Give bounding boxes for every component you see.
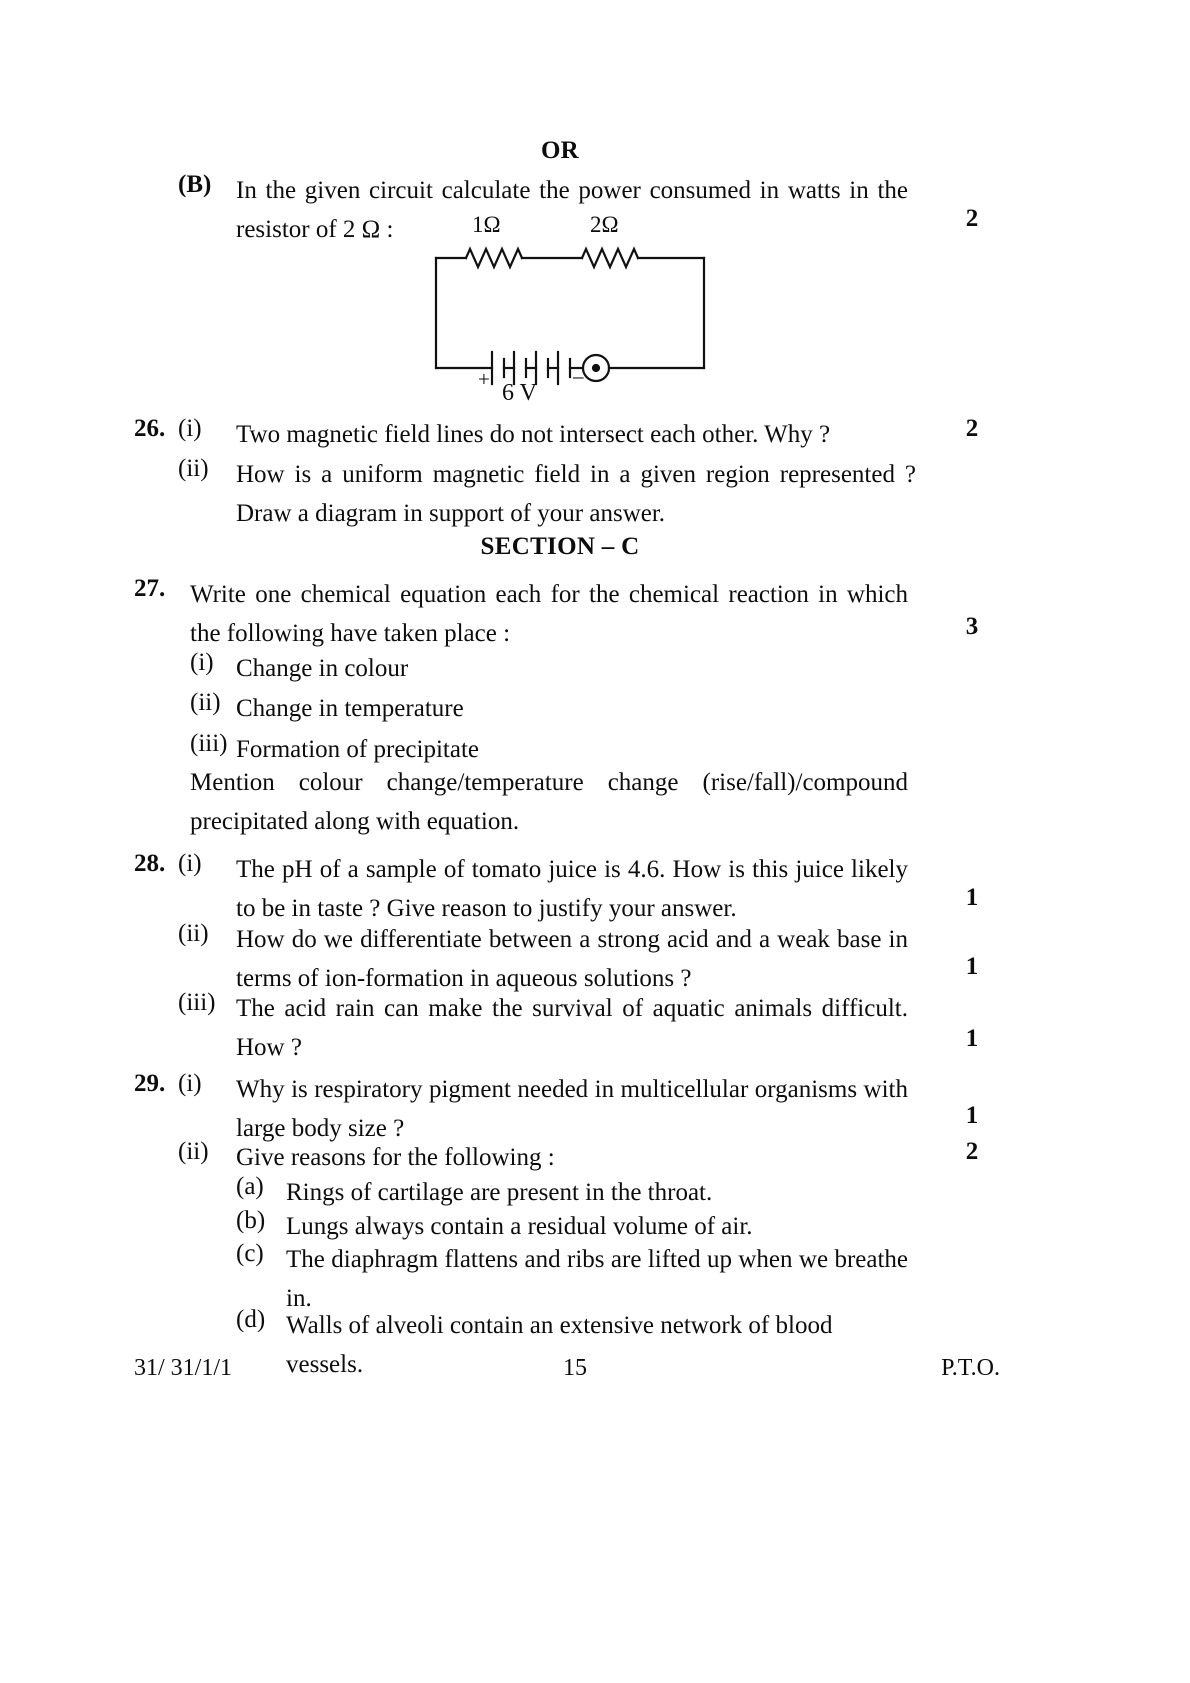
question-28-part-iii-text: The acid rain can make the survival of aquatic animals difficult. How ? bbox=[236, 995, 908, 1061]
question-27-item-i-roman: (i) bbox=[190, 649, 214, 676]
question-b-marks: 2 bbox=[965, 205, 979, 232]
question-26-part-i-text: Two magnetic field lines do not intersect each other. Why ? bbox=[236, 421, 831, 448]
question-29-part-ii-text: Give reasons for the following : bbox=[236, 1144, 555, 1171]
question-28-part-ii-text: How do we differentiate between a strong acid and a weak base in terms of ion-formation in aqueous solutions ? bbox=[236, 926, 908, 992]
question-29-sub-c-text: The diaphragm flattens and ribs are lifted up when we breathe in. bbox=[286, 1246, 908, 1312]
question-26-part-ii-text: How is a uniform magnetic field in a given region represented ? Draw a diagram in support of your answer. bbox=[236, 461, 916, 527]
question-29-part-i-text: Why is respiratory pigment needed in multicellular organisms with large body size ? bbox=[236, 1076, 908, 1142]
question-29-sub-c-letter: (c) bbox=[236, 1240, 264, 1267]
question-29-part-i-marks: 1 bbox=[965, 1102, 979, 1129]
question-26-part-ii-roman: (ii) bbox=[178, 455, 209, 482]
battery-voltage-label: 6 V bbox=[502, 380, 537, 406]
question-29-sub-a-letter: (a) bbox=[236, 1173, 264, 1200]
question-26-number: 26. bbox=[134, 415, 166, 442]
question-29-sub-d-text: Walls of alveoli contain an extensive network of blood vessels. bbox=[286, 1312, 833, 1378]
page-number: 15 bbox=[563, 1355, 587, 1381]
question-29-part-i-roman: (i) bbox=[178, 1070, 202, 1097]
question-28-part-ii-marks: 1 bbox=[965, 953, 979, 980]
question-29-part-ii-marks: 2 bbox=[965, 1138, 979, 1165]
resistor-2-label: 2Ω bbox=[590, 212, 619, 237]
question-27-item-ii-text: Change in temperature bbox=[236, 695, 464, 722]
question-27-marks: 3 bbox=[965, 613, 979, 640]
question-29-sub-a-text: Rings of cartilage are present in the throat. bbox=[286, 1179, 713, 1206]
question-29-number: 29. bbox=[134, 1070, 166, 1097]
question-27-closing-text: Mention colour change/temperature change (rise/fall)/compound precipitated along with equation. bbox=[190, 769, 908, 835]
paper-code: 31/ 31/1/1 bbox=[134, 1355, 233, 1381]
question-28-part-ii-roman: (ii) bbox=[178, 920, 209, 947]
question-27-stem: Write one chemical equation each for the chemical reaction in which the following have taken place : bbox=[190, 581, 908, 647]
question-27-item-i-text: Change in colour bbox=[236, 655, 409, 682]
question-26-part-i-marks: 2 bbox=[965, 415, 979, 442]
resistor-1-label: 1Ω bbox=[472, 212, 501, 237]
question-28-part-iii-roman: (iii) bbox=[178, 989, 216, 1016]
question-27-item-ii-roman: (ii) bbox=[190, 689, 221, 716]
battery-plus-sign: + bbox=[478, 367, 490, 391]
question-27-item-iii-roman: (iii) bbox=[190, 730, 228, 757]
question-27-item-iii-text: Formation of precipitate bbox=[236, 736, 479, 763]
question-28-part-i-text: The pH of a sample of tomato juice is 4.6. How is this juice likely to be in taste ? Give reason to justify your answer. bbox=[236, 856, 908, 922]
question-28-part-i-roman: (i) bbox=[178, 850, 202, 877]
circuit-diagram bbox=[430, 212, 720, 406]
question-27-number: 27. bbox=[134, 575, 166, 602]
question-29-sub-b-text: Lungs always contain a residual volume of air. bbox=[286, 1213, 753, 1240]
question-26-part-i-roman: (i) bbox=[178, 415, 202, 442]
question-b-text: In the given circuit calculate the power consumed in watts in the resistor of 2 Ω : bbox=[236, 177, 908, 243]
section-c-heading: SECTION – C bbox=[480, 533, 640, 560]
question-b-label: (B) bbox=[178, 171, 212, 198]
question-28-part-iii-marks: 1 bbox=[965, 1025, 979, 1052]
or-heading: OR bbox=[540, 137, 580, 164]
question-29-sub-d-letter: (d) bbox=[236, 1306, 266, 1333]
question-29-sub-b-letter: (b) bbox=[236, 1207, 266, 1234]
battery-minus-sign: – bbox=[573, 364, 584, 388]
question-28-number: 28. bbox=[134, 850, 166, 877]
question-28-part-i-marks: 1 bbox=[965, 884, 979, 911]
pto-note: P.T.O. bbox=[941, 1355, 1000, 1381]
question-29-part-ii-roman: (ii) bbox=[178, 1138, 209, 1165]
